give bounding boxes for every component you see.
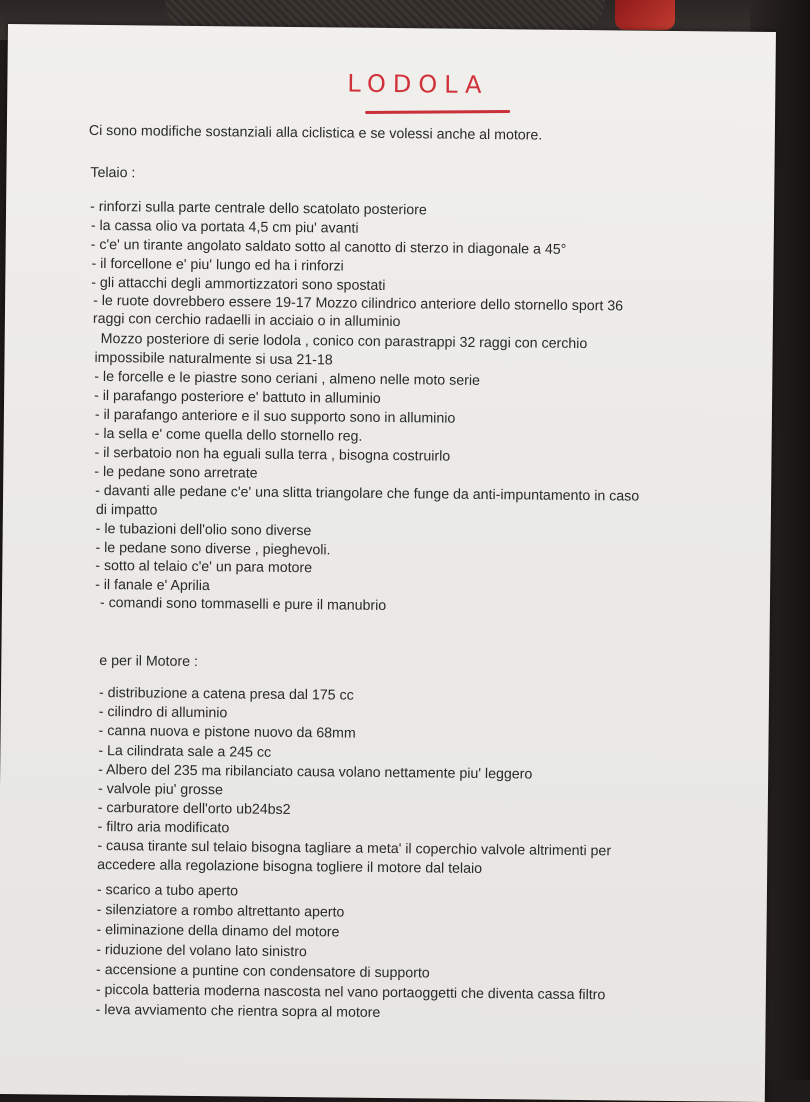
telaio-item: - la sella e' come quella dello stornello reg. [94, 425, 363, 445]
motore-item: - scarico a tubo aperto [96, 881, 239, 900]
motore-item: - filtro aria modificato [97, 818, 230, 837]
telaio-item: - comandi sono tommaselli e pure il manubrio [99, 594, 387, 614]
telaio-heading: Telaio : [90, 164, 136, 182]
telaio-item: - le pedane sono arretrate [94, 463, 258, 482]
telaio-item: - le forcelle e le piastre sono ceriani , almeno nelle moto serie [94, 368, 480, 389]
motore-heading: e per il Motore : [99, 652, 198, 671]
telaio-item: - il forcellone e' piu' lungo ed ha i rinforzi [91, 255, 344, 275]
motore-item: - canna nuova e pistone nuovo da 68mm [98, 722, 356, 742]
telaio-item: - la cassa olio va portata 4,5 cm piu' avanti [90, 217, 359, 237]
handwritten-title: LODOLA [347, 69, 489, 100]
telaio-item: - sotto al telaio c'e' un para motore [95, 557, 313, 577]
telaio-item: impossibile naturalmente si usa 21-18 [94, 349, 333, 369]
motore-item: - carburatore dell'orto ub24bs2 [97, 799, 291, 819]
motore-item: - riduzione del volano lato sinistro [96, 941, 307, 961]
motore-item: - silenziatore a rombo altrettanto aperto [96, 901, 345, 921]
intro-text: Ci sono modifiche sostanziali alla ciclistica e se volessi anche al motore. [88, 122, 543, 144]
motore-item: - Albero del 235 ma ribilanciato causa volano nettamente piu' leggero [98, 761, 533, 783]
telaio-item: Mozzo posteriore di serie lodola , conico con parastrappi 32 raggi con cerchio [100, 330, 588, 353]
telaio-item: - il fanale e' Aprilia [95, 576, 210, 595]
telaio-item: - il parafango anteriore e il suo supporto sono in alluminio [94, 406, 456, 427]
telaio-item: - le ruote dovrebbero essere 19-17 Mozzo cilindrico anteriore dello stornello sport 36 [93, 292, 624, 315]
telaio-item: di impatto [95, 501, 158, 519]
telaio-item: raggi con cerchio radaelli in acciaio o in alluminio [92, 310, 401, 331]
title-underline [365, 110, 510, 114]
paper-sheet [0, 24, 776, 1102]
motore-item: - causa tirante sul telaio bisogna tagliare a meta' il coperchio valvole altrimenti per [97, 837, 612, 860]
motore-item: - accensione a puntine con condensatore di supporto [96, 961, 430, 982]
telaio-item: - il serbatoio non ha eguali sulla terra , bisogna costruirlo [94, 444, 451, 465]
motore-item: - eliminazione della dinamo del motore [96, 921, 340, 941]
telaio-item: - c'e' un tirante angolato saldato sotto al canotto di sterzo in diagonale a 45° [90, 236, 567, 258]
telaio-item: - le tubazioni dell'olio sono diverse [95, 520, 312, 540]
telaio-item: - il parafango posteriore e' battuto in alluminio [94, 387, 381, 407]
motore-item: - leva avviamento che rientra sopra al motore [95, 1001, 381, 1021]
motore-item: accedere alla regolazione bisogna togliere il motore dal telaio [97, 856, 483, 878]
motore-item: - distribuzione a catena presa dal 175 cc [98, 684, 354, 704]
motore-item: - piccola batteria moderna nascosta nel vano portaoggetti che diventa cassa filtro [95, 981, 606, 1004]
telaio-item: - le pedane sono diverse , pieghevoli. [95, 539, 331, 559]
telaio-item: - davanti alle pedane c'e' una slitta triangolare che funge da anti-impuntamento in caso [95, 482, 640, 505]
background-red-object [615, 0, 675, 30]
telaio-item: - rinforzi sulla parte centrale dello scatolato posteriore [90, 198, 427, 219]
telaio-item: - gli attacchi degli ammortizzatori sono spostati [91, 274, 386, 294]
motore-item: - valvole piu' grosse [97, 780, 224, 799]
motore-item: - La cilindrata sale a 245 cc [98, 742, 272, 761]
motore-item: - cilindro di alluminio [98, 703, 228, 722]
